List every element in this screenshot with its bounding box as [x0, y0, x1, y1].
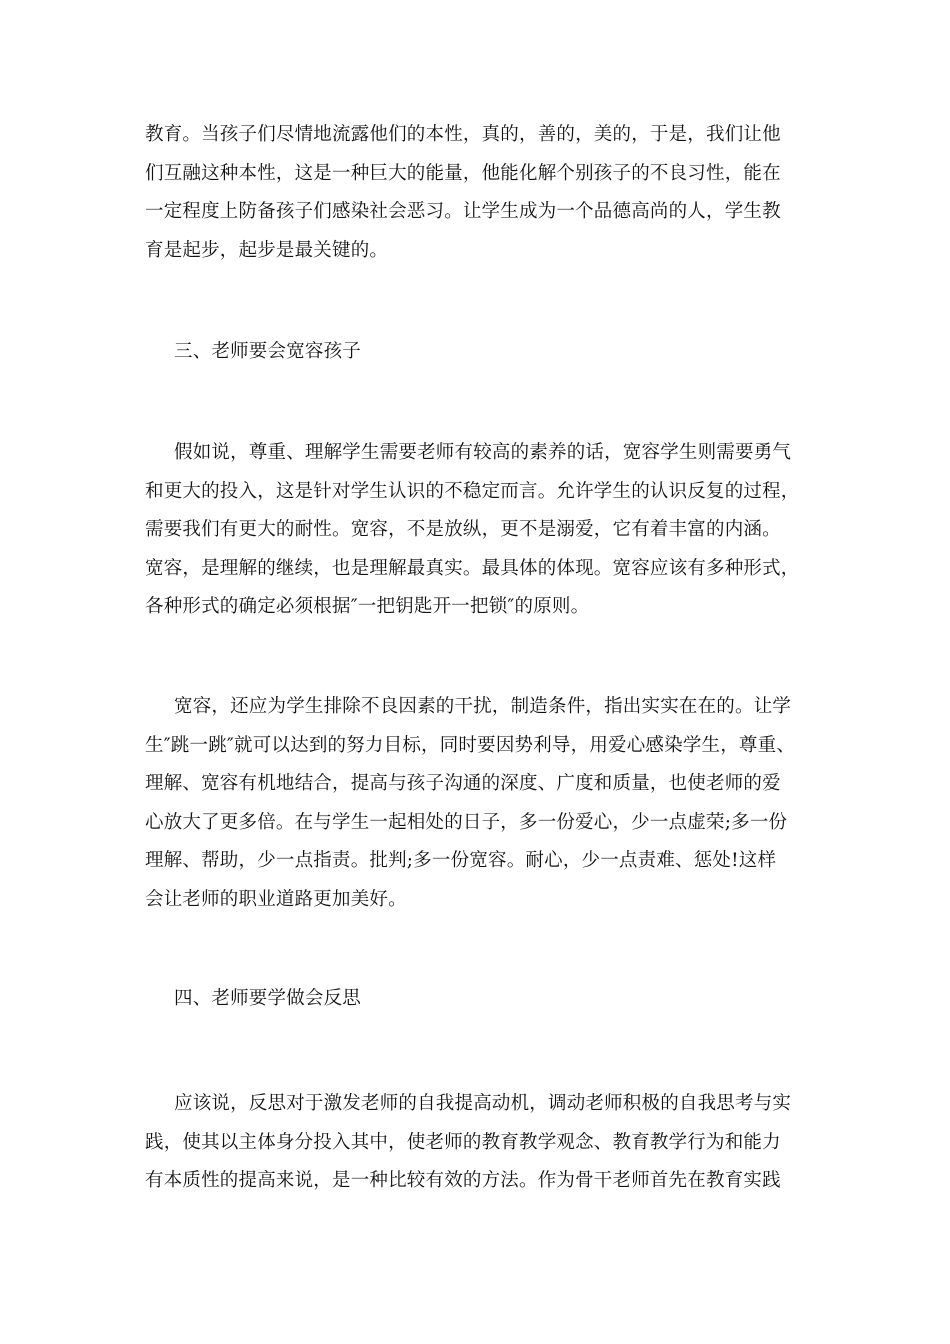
- text-line: 们互融这种本性，这是一种巨大的能量，他能化解个别孩子的不良习性，能在: [145, 162, 781, 184]
- paragraph-tolerance-1: [145, 434, 810, 627]
- text-line: 心放大了更多倍。在与学生一起相处的日子，多一份爱心，少一点虚荣;多一份: [145, 811, 788, 833]
- text-line: 假如说，尊重、理解学生需要老师有较高的素养的话，宽容学生则需要勇气: [174, 442, 792, 463]
- paragraph-intro: [145, 116, 810, 270]
- paragraph-tolerance-2: [145, 688, 810, 919]
- paragraph-reflection: [145, 1085, 810, 1201]
- text-line: 和更大的投入，这是针对学生认识的不稳定而言。允许学生的认识反复的过程，: [145, 480, 800, 502]
- text-line: 各种形式的确定必须根据″一把钥匙开一把锁″的原则。: [145, 596, 590, 617]
- section-heading-4: 四、老师要学做会反思: [174, 988, 362, 1009]
- text-line: 教育。当孩子们尽情地流露他们的本性，真的，善的，美的，于是，我们让他: [145, 124, 781, 145]
- text-line: 育是起步，起步是最关键的。: [145, 239, 389, 261]
- text-line: 生″跳一跳″就可以达到的努力目标，同时要因势利导，用爱心感染学生，尊重、: [145, 734, 796, 756]
- text-line: 会让老师的职业道路更加美好。: [145, 888, 407, 910]
- text-line: 践，使其以主体身分投入其中，使老师的教育教学观念、教育教学行为和能力: [145, 1131, 781, 1153]
- text-line: 宽容，还应为学生排除不良因素的干扰，制造条件，指出实实在在的。让学: [174, 696, 792, 717]
- text-line: 应该说，反思对于激发老师的自我提高动机，调动老师积极的自我思考与实: [174, 1093, 792, 1114]
- text-line: 宽容，是理解的继续，也是理解最真实。最具体的体现。宽容应该有多种形式，: [145, 557, 800, 579]
- text-line: 理解、宽容有机地结合，提高与孩子沟通的深度、广度和质量，也使老师的爱: [145, 773, 781, 794]
- text-line: 理解、帮助，少一点指责。批判;多一份宽容。耐心，少一点责难、惩处!这样: [145, 850, 777, 871]
- text-line: 一定程度上防备孩子们感染社会恶习。让学生成为一个品德高尚的人，学生教: [145, 201, 781, 222]
- section-heading-3: 三、老师要会宽容孩子: [174, 341, 362, 362]
- text-line: 有本质性的提高来说，是一种比较有效的方法。作为骨干老师首先在教育实践: [145, 1170, 781, 1191]
- text-line: 需要我们有更大的耐性。宽容，不是放纵，更不是溺爱，它有着丰富的内涵。: [145, 519, 781, 540]
